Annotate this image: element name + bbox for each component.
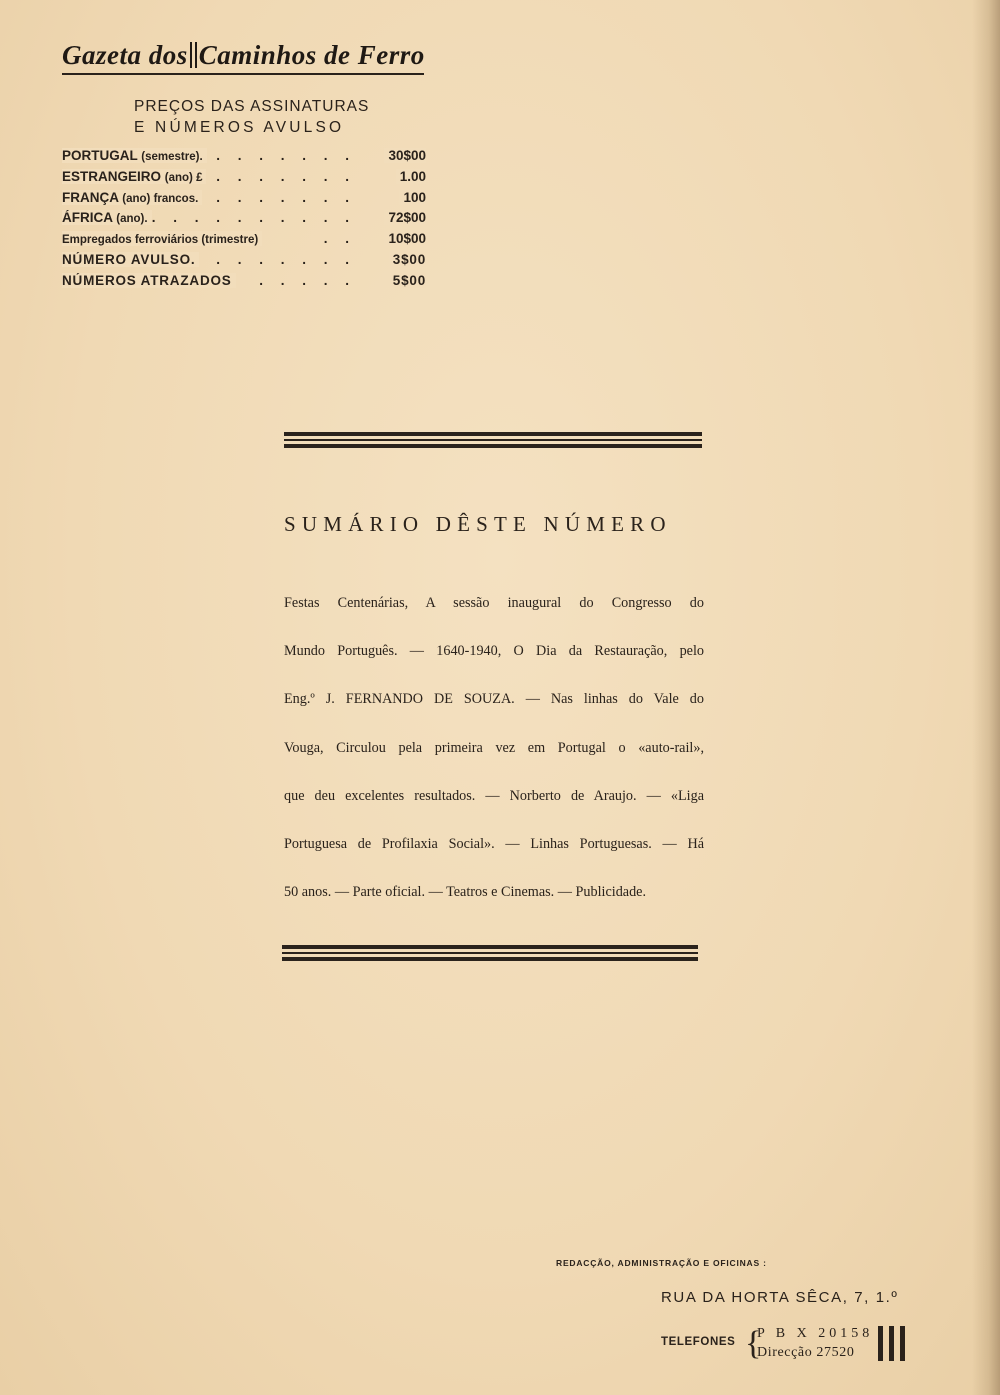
price-row-portugal xyxy=(62,148,426,169)
price-row-numero-avulso xyxy=(62,252,426,273)
price-value: 5$00 xyxy=(389,273,426,288)
footer-direccao-number: Direcção 27520 xyxy=(757,1345,855,1360)
price-value: 1.00 xyxy=(396,169,426,184)
footer-address: RUA DA HORTA SÊCA, 7, 1.º xyxy=(661,1289,899,1306)
price-row-africa xyxy=(62,210,426,231)
price-label xyxy=(62,210,152,225)
bleed-through-ghost xyxy=(590,160,610,231)
price-row-franca xyxy=(62,190,426,211)
leader-dots: . . . . . . . xyxy=(216,189,356,205)
summary-bottom-rule xyxy=(282,945,698,961)
footer-bar-mark xyxy=(878,1326,883,1361)
footer-redaccao-label: REDACÇÃO, ADMINISTRAÇÃO E OFICINAS : xyxy=(556,1258,767,1268)
price-value: 30$00 xyxy=(384,148,426,163)
price-label-main: FRANÇA xyxy=(62,189,119,205)
masthead-divider-mark xyxy=(190,42,197,68)
summary-line: Vouga, Circulou pela primeira vez em Portugal o «auto-rail», xyxy=(284,739,704,756)
price-row-numeros-atrazados xyxy=(62,273,426,294)
leader-dots: . . xyxy=(323,231,356,247)
summary-line: Portuguesa de Profilaxia Social». — Linhas Portuguesas. — Há xyxy=(284,836,704,853)
summary-line: Festas Centenárias, A sessão inaugural do Congresso do xyxy=(284,595,704,611)
price-label-qualifier: (ano) £ xyxy=(164,171,203,184)
summary-line: que deu excelentes resultados. — Norberto de Araujo. — «Liga xyxy=(284,787,704,804)
price-row-estrangeiro xyxy=(62,169,426,190)
leader-dots: . . . . . xyxy=(259,272,356,288)
masthead-title xyxy=(62,40,425,71)
summary-line: 50 anos. — Parte oficial. — Teatros e Cinemas. — Publicidade. xyxy=(284,884,647,901)
price-heading-line-2: E NÚMEROS AVULSO xyxy=(134,119,345,136)
masthead-title-left: Gazeta dos xyxy=(62,40,188,70)
leader-dots: . . . . . . . xyxy=(216,148,356,163)
price-value: 3$00 xyxy=(389,252,426,267)
footer-bar-mark xyxy=(900,1326,905,1361)
price-label-main: PORTUGAL xyxy=(62,148,138,163)
price-label xyxy=(62,169,206,184)
price-label-qualifier: (ano). xyxy=(116,213,148,226)
leader-dots: . . . . . . . xyxy=(216,168,356,184)
page-edge-shadow xyxy=(972,0,1000,1395)
price-heading-line-1: PREÇOS DAS ASSINATURAS xyxy=(134,98,370,115)
price-row-empregados xyxy=(62,231,426,252)
price-heading xyxy=(134,96,369,138)
footer-telefones-label: TELEFONES xyxy=(661,1336,736,1348)
summary-title: SUMÁRIO DÊSTE NÚMERO xyxy=(284,512,672,536)
summary-line: Mundo Português. — 1640-1940, O Dia da Restauração, pelo xyxy=(284,643,704,660)
summary-top-rule xyxy=(284,432,702,448)
footer-telephone-numbers xyxy=(757,1324,873,1362)
price-value: 10$00 xyxy=(384,231,426,246)
price-label-qualifier: (semestre). xyxy=(141,151,203,163)
price-label xyxy=(62,190,202,205)
price-label xyxy=(62,148,207,163)
footer-brace: { xyxy=(745,1325,762,1362)
masthead-title-right: Caminhos de Ferro xyxy=(198,40,425,70)
leader-dots: . . . . . . . xyxy=(216,251,356,267)
price-list xyxy=(62,148,426,294)
footer-bar-mark xyxy=(889,1326,894,1361)
summary-line: Eng.º J. FERNANDO DE SOUZA. — Nas linhas do Vale do xyxy=(284,691,704,708)
summary-body xyxy=(284,579,704,916)
price-label-main: ESTRANGEIRO xyxy=(62,168,162,184)
price-label: NÚMERO AVULSO. xyxy=(62,252,199,267)
price-label: NÚMEROS ATRAZADOS xyxy=(62,273,236,288)
price-value: 72$00 xyxy=(384,210,426,225)
footer-pbx-number: P B X 20158 xyxy=(757,1326,874,1341)
price-label-main: ÁFRICA xyxy=(62,210,113,226)
price-label xyxy=(62,231,262,246)
price-label-qualifier: (ano) francos. xyxy=(122,192,199,205)
price-label-qualifier: Empregados ferroviários (trimestre) xyxy=(62,234,259,247)
masthead-underline xyxy=(62,73,424,75)
price-value: 100 xyxy=(399,190,426,205)
leader-dots: . . . . . . . . . . xyxy=(151,210,356,226)
